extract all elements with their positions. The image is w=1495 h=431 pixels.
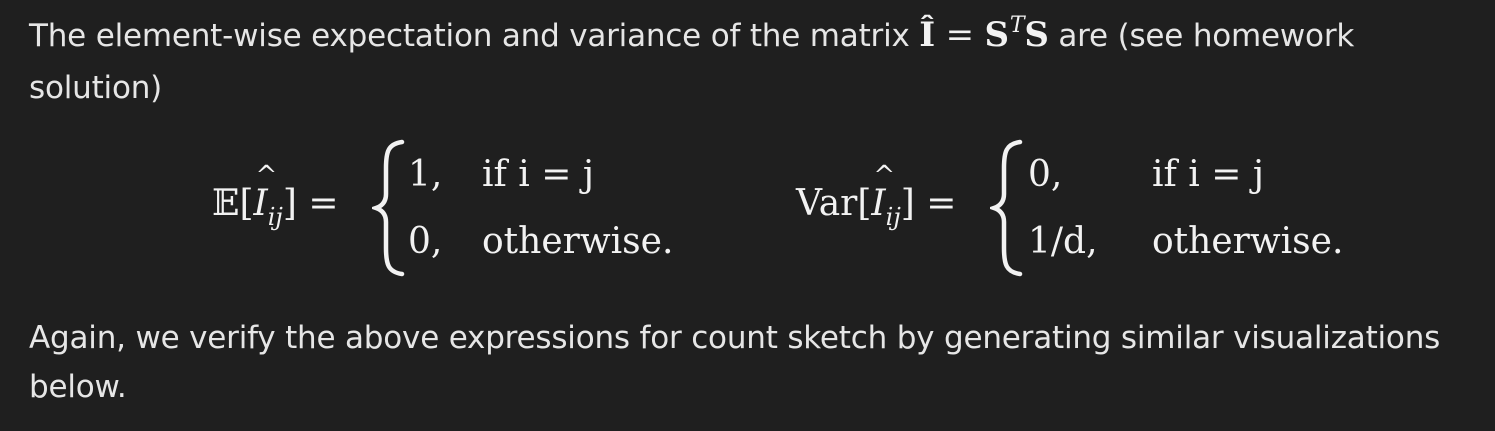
variance-subscript: ij: [885, 203, 901, 231]
intro-text-before: The element-wise expectation and variance of the matrix: [29, 18, 920, 54]
variance-case2-condition: otherwise.: [1152, 221, 1344, 262]
expectation-case1-condition: if i = j: [482, 154, 595, 195]
math-transpose-sup: T: [1009, 13, 1025, 38]
math-equals: =: [935, 15, 985, 55]
expectation-I-hat: ^ I: [253, 183, 267, 224]
expectation-left-brace: [372, 138, 408, 278]
variance-case1-condition: if i = j: [1152, 154, 1265, 195]
variance-left-brace: [990, 138, 1026, 278]
intro-text-after: are (see homework solution): [29, 18, 1355, 106]
math-S: S: [984, 15, 1009, 55]
variance-I-hat: ^ I: [871, 183, 885, 224]
followup-paragraph: Again, we verify the above expressions for count sketch by generating similar visualizations below.: [29, 320, 1441, 405]
variance-close: ] =: [900, 183, 957, 224]
variance-operator: Var[: [796, 183, 872, 224]
expectation-subscript: ij: [267, 203, 283, 231]
math-S-second: S: [1024, 15, 1049, 55]
inline-math-identity-estimate: [919, 15, 1048, 55]
variance-lhs: [796, 183, 957, 231]
variance-equation: [796, 138, 1356, 278]
variance-case1-value: 0,: [1028, 154, 1063, 195]
variance-case2-value: 1/d,: [1028, 221, 1098, 262]
expectation-operator: 𝔼[: [212, 183, 254, 224]
expectation-equation: [212, 138, 682, 278]
expectation-lhs: [212, 183, 339, 231]
intro-paragraph: [29, 11, 1479, 113]
expectation-case2-value: 0,: [408, 221, 443, 262]
expectation-case1-value: 1,: [408, 154, 443, 195]
math-I-hat: Î: [919, 15, 936, 55]
expectation-close: ] =: [282, 183, 339, 224]
expectation-case2-condition: otherwise.: [482, 221, 674, 262]
